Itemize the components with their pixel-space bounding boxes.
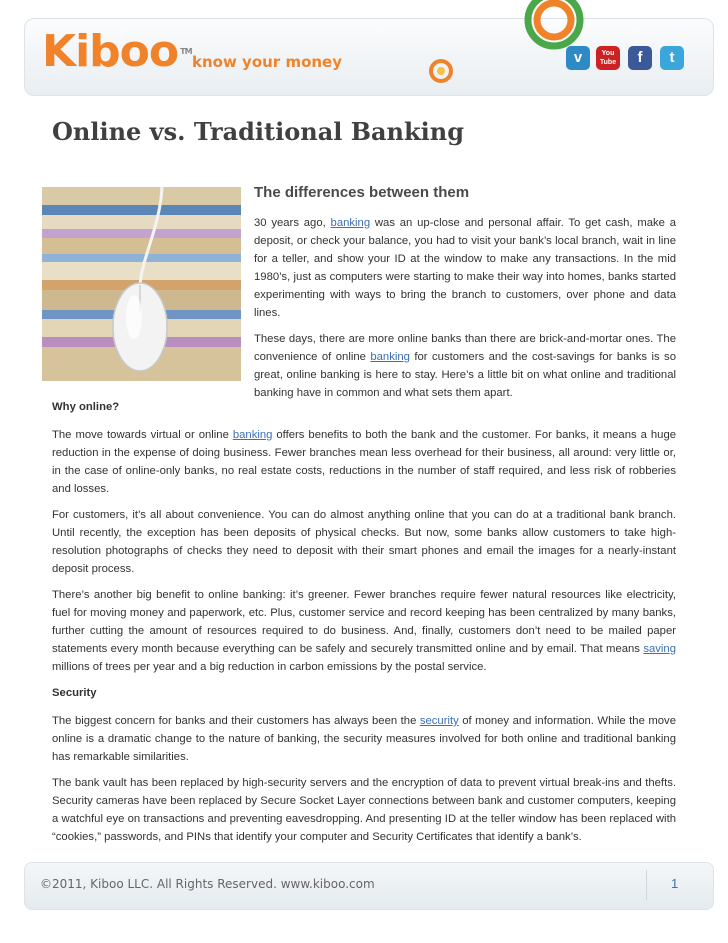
copyright-text: ©2011, Kiboo LLC. All Rights Reserved. www.kiboo.com xyxy=(40,877,375,891)
logo-text: Kiboo xyxy=(42,26,179,77)
intro-paragraph-1: 30 years ago, banking was an up-close and personal affair. To get cash, make a deposit, or check your balance, you had to visit your bank’s local branch, wait in line for a teller, and show your ID at the window to make any transactions. In the mid 1980’s, just as computers were starting to make their way into homes, banks started experimenting with ways to bring the branch to customers, over phone and data lines. xyxy=(254,217,677,319)
footer-divider xyxy=(646,870,647,900)
body-paragraph: The biggest concern for banks and their customers has always been the security of money and information. While the move online is a dramatic change to the nature of banking, the security measures involved for both online and traditional banking has remarkable similarities. xyxy=(52,715,676,763)
facebook-icon[interactable]: f xyxy=(628,46,652,70)
trademark-mark: TM xyxy=(180,47,192,56)
intro-text xyxy=(254,214,676,410)
intro-paragraph-2: These days, there are more online banks than there are brick-and-mortar ones. The convenience of online banking for customers and the cost-savings for banks is so great, online banking is here to stay. Here’s a little bit on what online and traditional banking have in common and what sets them apart. xyxy=(254,333,676,399)
security-link[interactable]: security xyxy=(419,715,459,727)
tagline-part-2: money xyxy=(285,53,343,71)
banking-link[interactable]: banking xyxy=(232,429,273,441)
kiboo-logo[interactable] xyxy=(42,26,192,77)
youtube-icon[interactable]: You Tube xyxy=(596,46,620,70)
tagline-part-1: know your xyxy=(192,53,281,71)
tagline xyxy=(192,53,342,71)
body-paragraph: The bank vault has been replaced by high-security servers and the encryption of data to prevent virtual break-ins and thefts. Security cameras have been replaced by Secure Socket Layer connections between bank and customer computers, keeping a watchful eye on transactions and preventing eavesdropping. And presenting ID at the teller window has been replaced with “cookies,” passwords, and PINs that identify your computer and Security Certificates that identify a bank’s. xyxy=(52,777,676,843)
page-title: Online vs. Traditional Banking xyxy=(52,117,464,146)
banking-link[interactable]: banking xyxy=(330,217,371,229)
body-paragraph: For customers, it’s all about convenience. You can do almost anything online that you can do at a traditional bank branch. Until recently, the exception has been deposits of physical checks. But now, some banks allow customers to take high-resolution photographs of checks they need to deposit with their smart phones and email the images for a nearly-instant deposit process. xyxy=(52,509,676,575)
twitter-icon[interactable]: t xyxy=(660,46,684,70)
sun-dot-icon xyxy=(428,58,454,84)
mouse-on-files-photo xyxy=(42,187,241,381)
banking-link[interactable]: banking xyxy=(370,351,410,363)
article-body xyxy=(52,398,676,854)
vimeo-icon[interactable]: v xyxy=(566,46,590,70)
section-heading-why-online: Why online? xyxy=(52,401,120,413)
saving-link[interactable]: saving xyxy=(643,643,676,655)
page-number: 1 xyxy=(671,876,679,891)
article-subhead: The differences between them xyxy=(254,184,470,201)
body-paragraph: There’s another big benefit to online banking: it’s greener. Fewer branches require fewer natural resources like electricity, fuel for moving money and paperwork, etc. Plus, customer service and record keeping has been centralized by many banks, further cutting the amount of resources required to do business. And, finally, customers don’t need to be mailed paper statements every month because everything can be safely and securely transmitted online and by email. That means saving millions of trees per year and a big reduction in carbon emissions by the postal service. xyxy=(52,589,676,673)
body-paragraph: The move towards virtual or online banking offers benefits to both the bank and the customer. For banks, it means a huge reduction in the expense of doing business. Fewer branches mean less overhead for their business, all around: very little or, in the case of online-only banks, no real estate costs, reductions in the number of staff required, and less risk of robberies and losses. xyxy=(52,429,677,495)
section-heading-security: Security xyxy=(52,687,97,699)
